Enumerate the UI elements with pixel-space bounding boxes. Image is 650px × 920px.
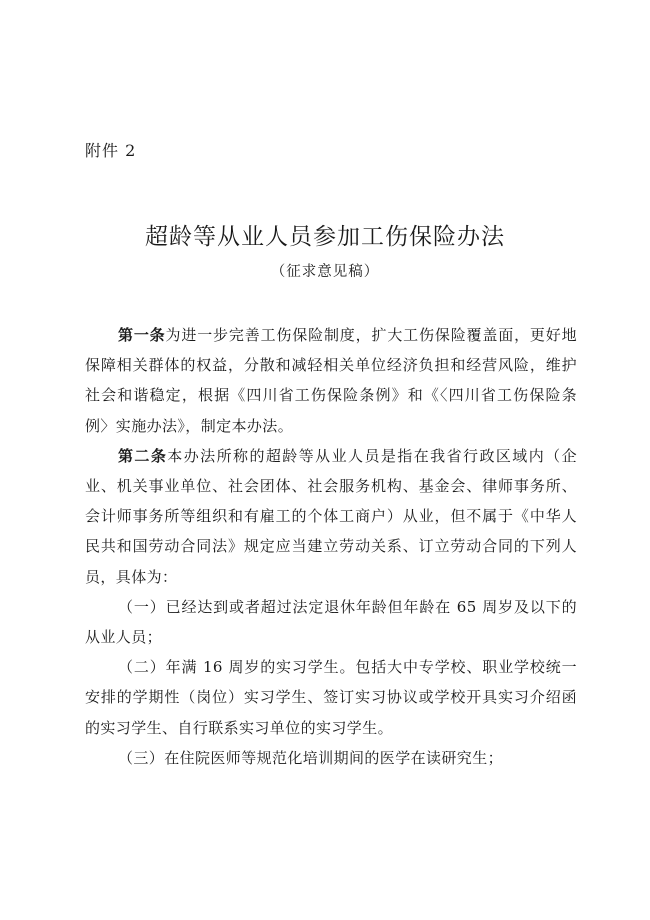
article-2-text: 本办法所称的超龄等从业人员是指在我省行政区域内（企业、机关事业单位、社会团体、社会服务机构、基金会、律师事务所、会计师事务所等组织和有雇工的个体工商户）从业，但不属于《中华人民共和国劳动合同法》规定应当建立劳动关系、订立劳动合同的下列人员，具体为：: [85, 446, 577, 586]
item-3-paragraph: [85, 743, 577, 773]
article-1-heading: 第一条: [118, 326, 166, 344]
article-2-heading: 第二条: [118, 446, 168, 465]
item-1-text: （一）已经达到或者超过法定退休年龄但年龄在 65 周岁及以下的从业人员；: [85, 597, 577, 647]
document-body: [85, 320, 577, 773]
article-1-paragraph: [85, 320, 577, 441]
item-1-paragraph: [85, 592, 577, 652]
document-title: 超龄等从业人员参加工伤保险办法: [145, 224, 505, 250]
item-3-text: （三）在住院医师等规范化培训期间的医学在读研究生；: [118, 748, 504, 767]
attachment-label: 附件 2: [85, 141, 137, 160]
article-2-paragraph: [85, 441, 577, 592]
document-subtitle: （征求意见稿）: [270, 264, 380, 280]
item-2-paragraph: [85, 652, 577, 743]
article-1-text: 为进一步完善工伤保险制度，扩大工伤保险覆盖面，更好地保障相关群体的权益，分散和减轻相关单位经济负担和经营风险，维护社会和谐稳定，根据《四川省工伤保险条例》和《〈四川省工伤保险条例〉实施办法》，制定本办法。: [85, 326, 577, 435]
item-2-text: （二）年满 16 周岁的实习学生。包括大中专学校、职业学校统一安排的学期性（岗位）实习学生、签订实习协议或学校开具实习介绍函的实习学生、自行联系实习单位的实习学生。: [85, 658, 577, 737]
